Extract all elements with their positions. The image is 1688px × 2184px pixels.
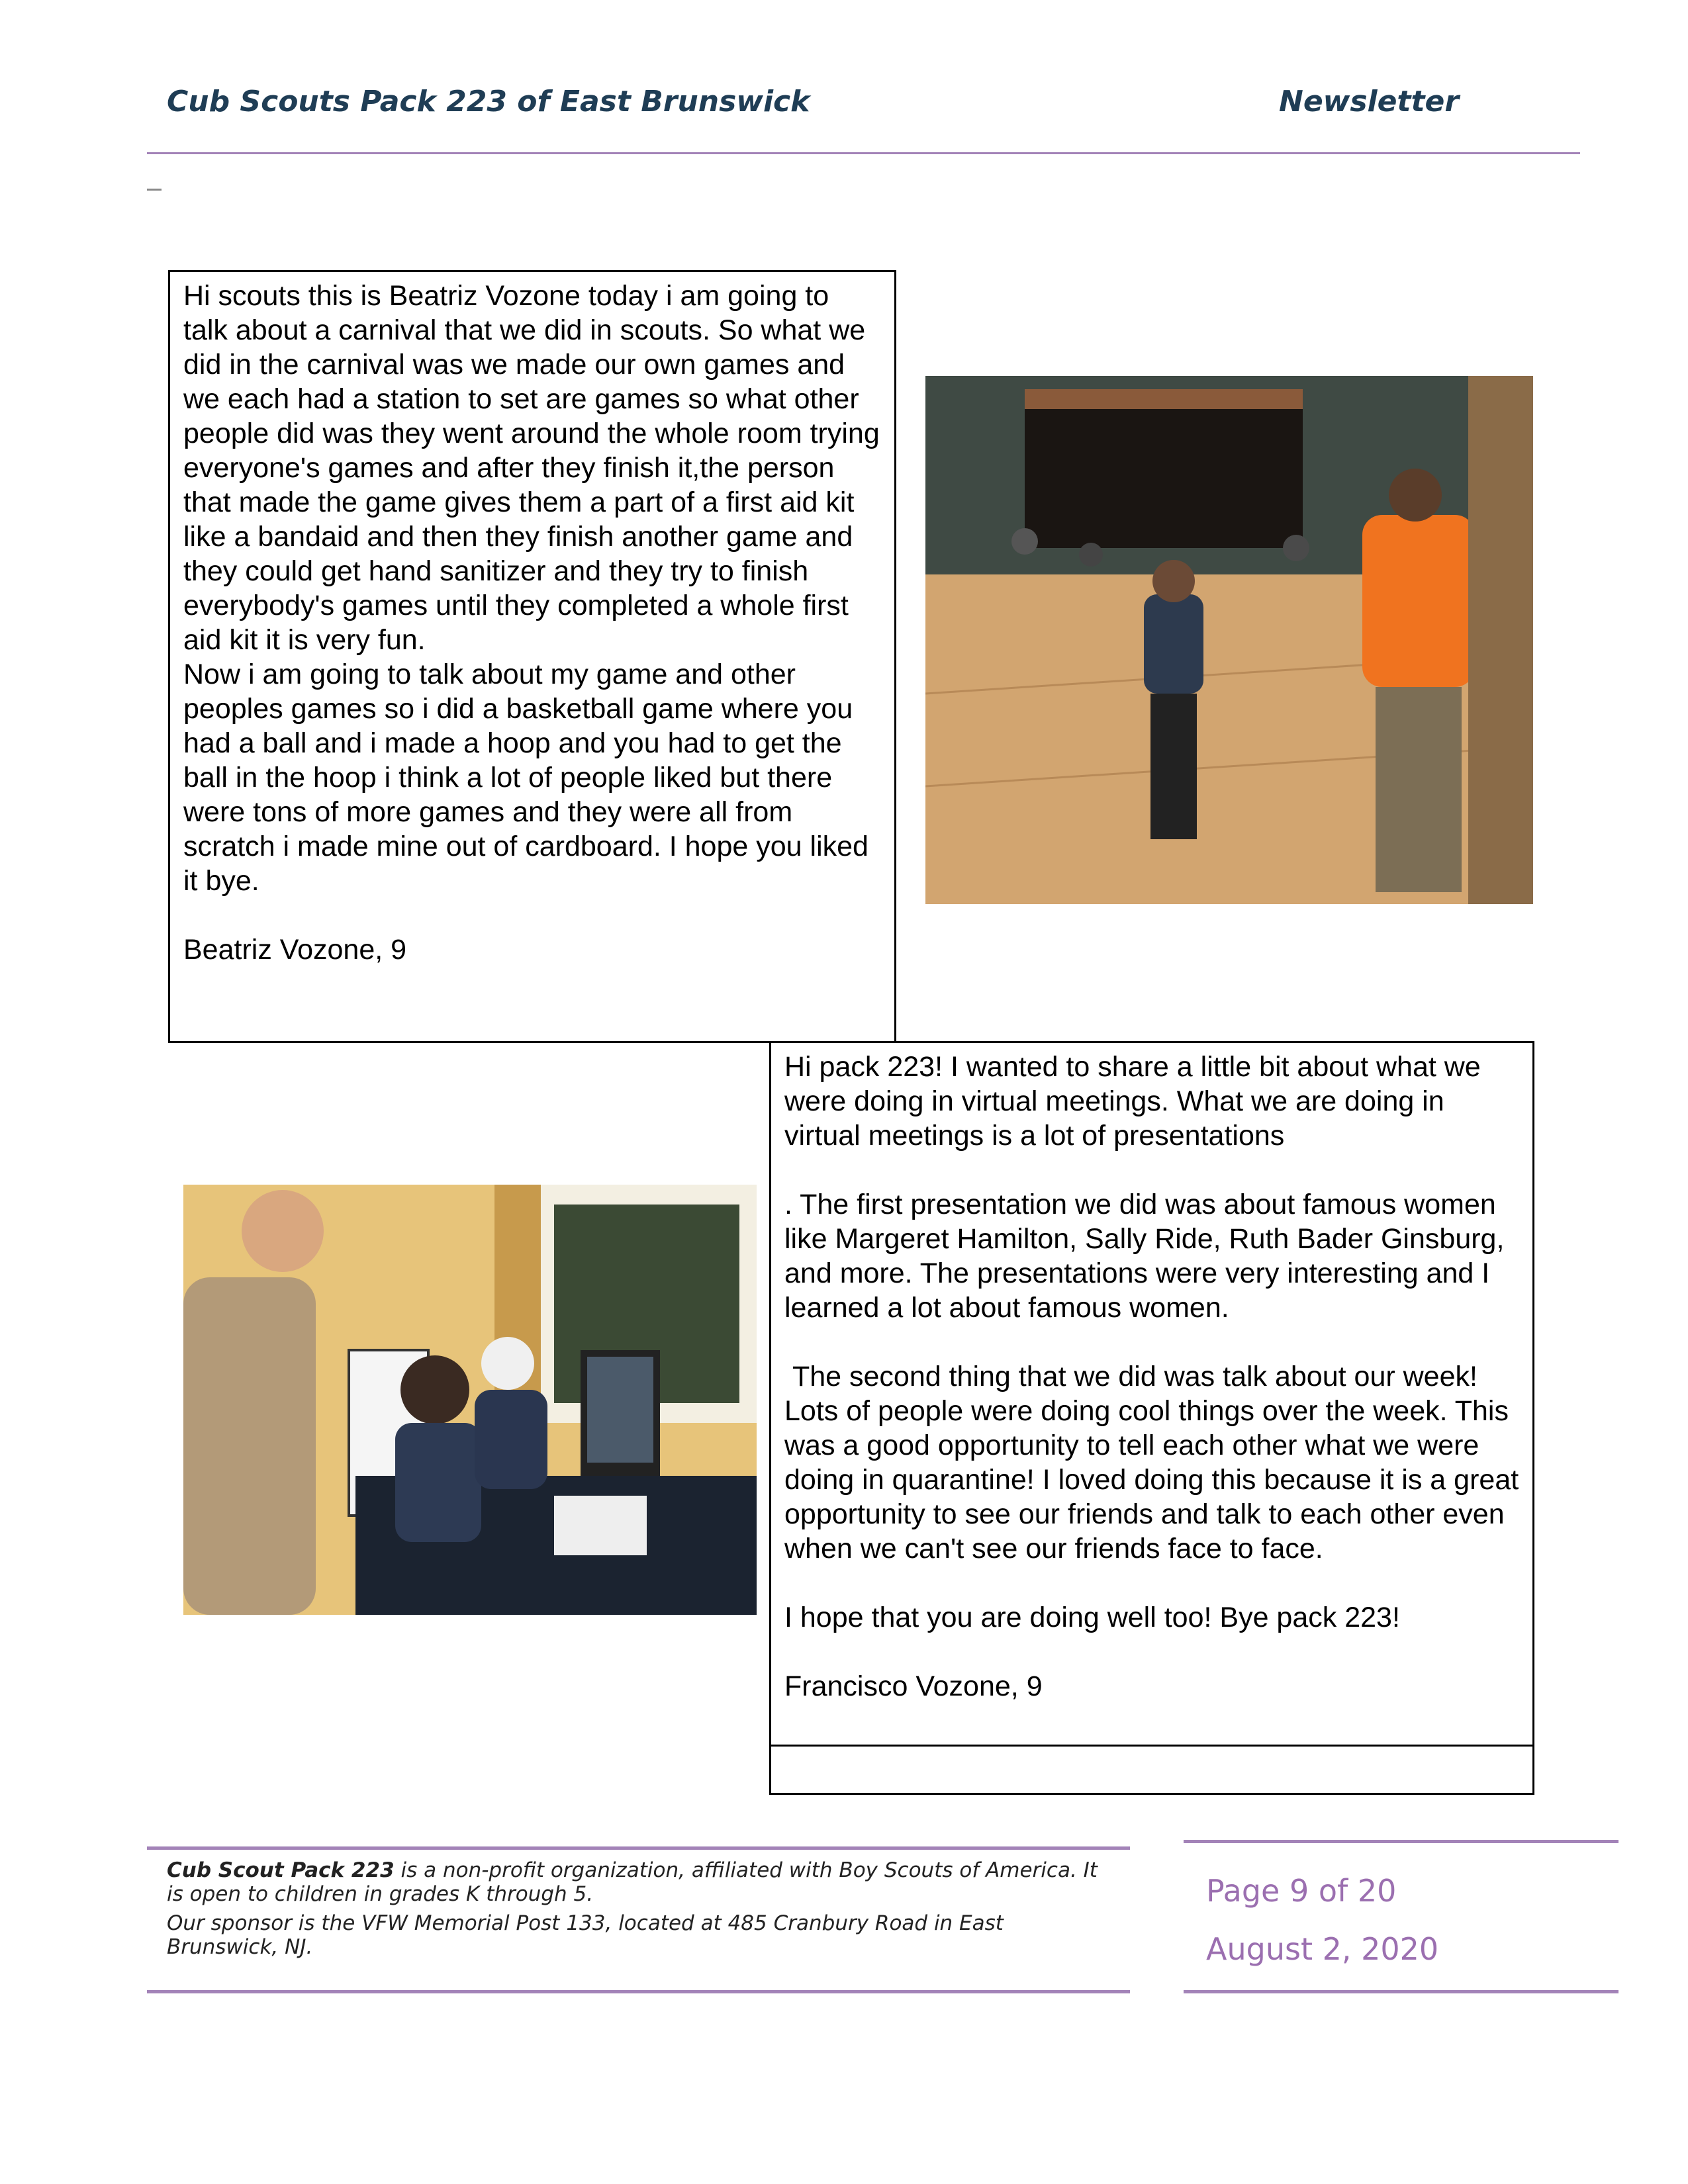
org-name: Cub Scout Pack 223 — [167, 1858, 395, 1882]
sponsor-info: Our sponsor is the VFW Memorial Post 133, located at 485 Cranbury Road in East Brunswick, NJ. — [167, 1911, 1004, 1959]
header-divider — [147, 152, 1580, 154]
org-description: is a non-profit organization, affiliated with Boy Scouts of America. It is open to children in grades K through 5. — [167, 1858, 1098, 1906]
article-signature: Francisco Vozone, 9 — [784, 1670, 1043, 1702]
carnival-article — [168, 270, 896, 1043]
virtual-meetings-article — [769, 1041, 1534, 1745]
footer-rule-bottom-left — [147, 1990, 1130, 1993]
textbox-bottom-strip — [769, 1745, 1534, 1795]
small-dash — [147, 189, 162, 191]
footer-rule-top-left — [147, 1846, 1130, 1850]
footer-rule-bottom-right — [1184, 1990, 1618, 1993]
issue-date: August 2, 2020 — [1206, 1931, 1439, 1967]
carnival-photo — [925, 376, 1533, 904]
article-signature: Beatriz Vozone, 9 — [183, 934, 407, 966]
article-paragraph: Now i am going to talk about my game and other peoples games so i did a basketball game where you had a ball and i made a hoop and you had to get the ball in the hoop i think a lot of people liked but there were tons of more games and they were all from scratch i made mine out of cardboard. I hope you liked it bye. — [183, 659, 868, 897]
article-paragraph: The second thing that we did was talk about our week! Lots of people were doing cool things over the week. This was a good opportunity to tell each other what we were doing in quarantine! I loved doing this because it is a great opportunity to see our friends and talk to each other even when we can't see our friends face to face. — [784, 1361, 1527, 1565]
newsletter-label: Newsletter — [1279, 85, 1460, 118]
article-paragraph: Hi pack 223! I wanted to share a little bit about what we were doing in virtual meetings. What we are doing in virtual meetings is a lot of presentations — [784, 1051, 1481, 1152]
article-paragraph: . The first presentation we did was about famous women like Margeret Hamilton, Sally Ride, Ruth Bader Ginsburg, and more. The presentations were very interesting and I learned a lot about famous women. — [784, 1189, 1505, 1324]
article-paragraph: I hope that you are doing well too! Bye pack 223! — [784, 1602, 1400, 1633]
footer-info — [167, 1858, 1120, 1964]
article-paragraph: Hi scouts this is Beatriz Vozone today i am going to talk about a carnival that we did in scouts. So what we did in the carnival was we made our own games and we each had a station to set are games so what other people did was they went around the whole room trying everyone's games and after they finish it,the person that made the game gives them a part of a first aid kit like a bandaid and then they finish another game and they could get hand sanitizer and they try to finish everybody's games until they completed a whole first aid kit it is very fun. — [183, 280, 880, 656]
page-number: Page 9 of 20 — [1206, 1873, 1397, 1909]
virtual-meeting-photo — [183, 1185, 757, 1615]
newsletter-title: Cub Scouts Pack 223 of East Brunswick — [167, 85, 810, 118]
footer-rule-top-right — [1184, 1840, 1618, 1843]
